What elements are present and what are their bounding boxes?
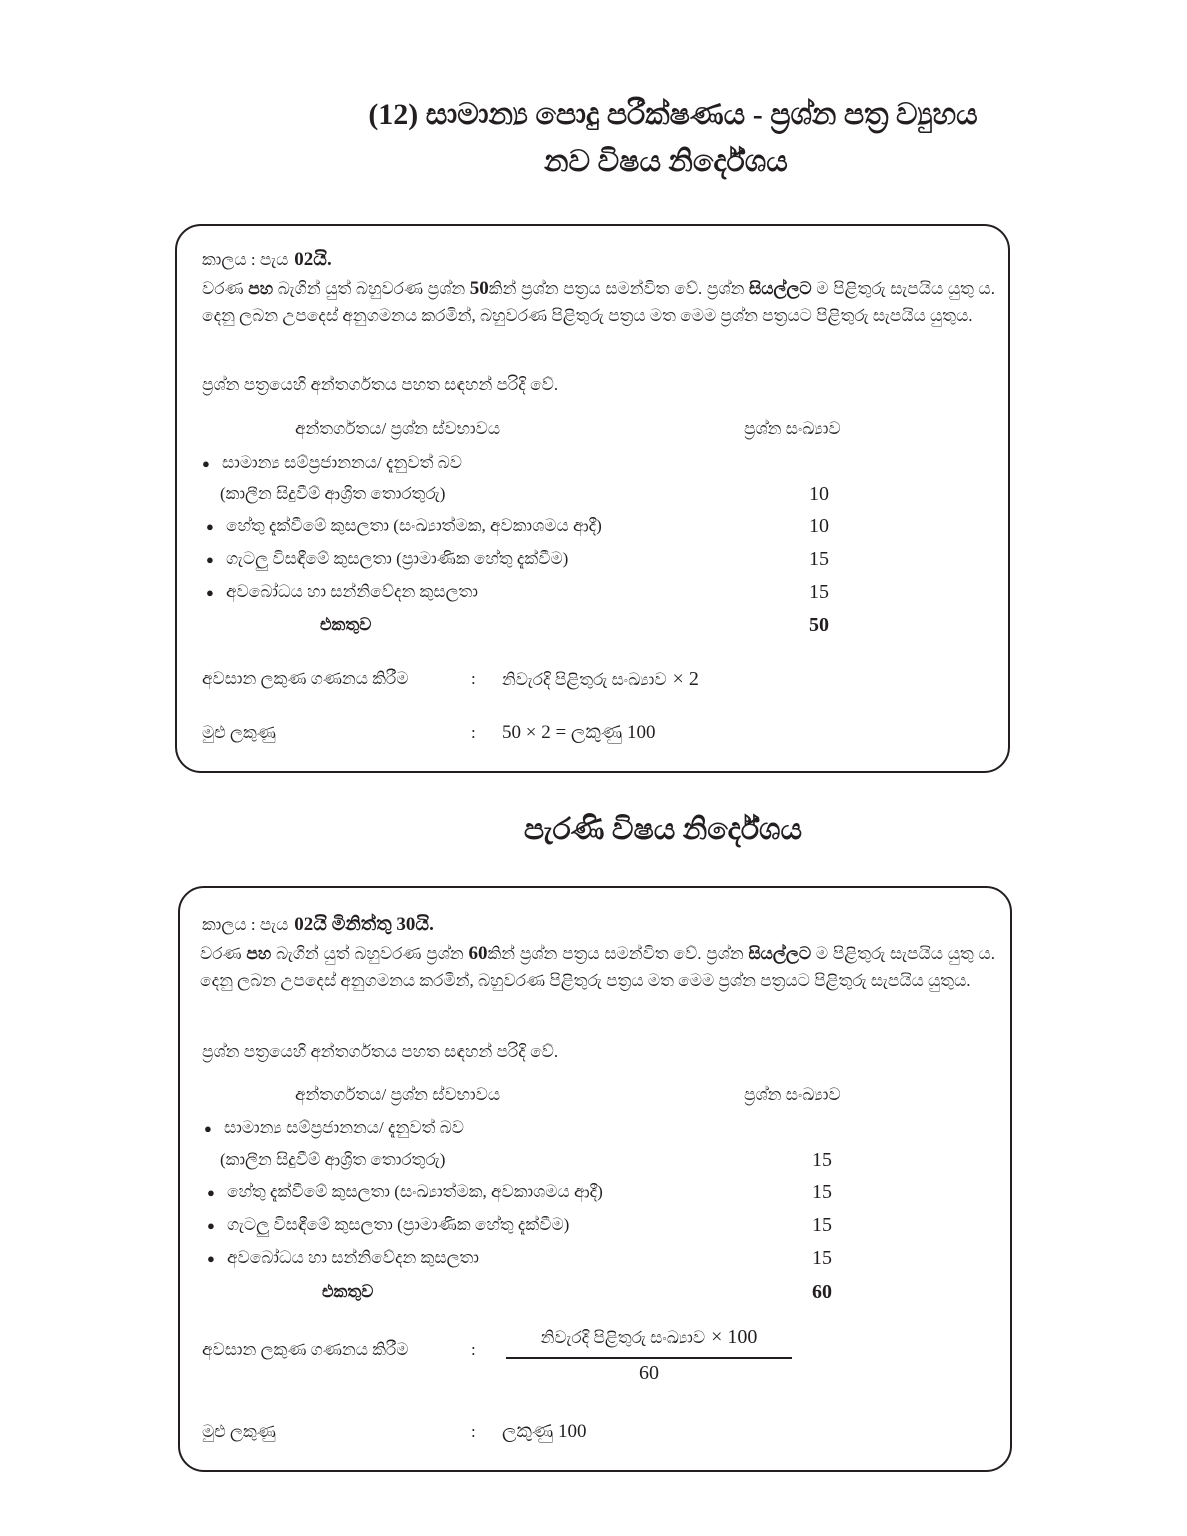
table-row-label: අවබෝධය හා සන්නිවේදන කුසලතා [226, 582, 478, 601]
table-row-count: 15 [812, 1214, 832, 1236]
question-count: 50 [469, 278, 489, 299]
total-marks-separator: : [471, 723, 476, 742]
new-syllabus-box [175, 224, 1010, 773]
column-header-content: අන්තර්ගතය/ ප්‍රශ්න ස්වභාවය [295, 419, 501, 438]
duration-line [202, 912, 434, 938]
old-syllabus-box [178, 886, 1012, 1472]
total-marks-value: ලකුණු 100 [502, 1421, 587, 1442]
instructions-paragraph [202, 275, 995, 329]
all-questions-emphasis: සියල්ලට [749, 279, 812, 298]
old-syllabus-heading: පැරණි විෂය නිර්දේශය [523, 813, 803, 846]
calc-label: අවසාන ලකුණ ගණනය කිරීම [202, 669, 409, 688]
choices-count: පහ [248, 279, 274, 298]
instructions-paragraph [200, 940, 995, 994]
calc-numerator-operator: × 100 [711, 1326, 758, 1348]
instructions-text: බැගින් යුත් බහුවරණ ප්‍රශ්න [273, 279, 470, 298]
bullet-icon [207, 1212, 215, 1239]
calc-formula-operator: × 2 [672, 668, 699, 690]
column-header-count: ප්‍රශ්න සංඛ්‍යාව [744, 419, 841, 438]
table-row-label: සාමාන්‍ය සම්ප්‍රජානනය/ දැනුවත් බව [224, 1118, 465, 1137]
table-row-label: අවබෝධය හා සන්නිවේදන කුසලතා [227, 1248, 479, 1267]
instructions-text: වරණ [200, 944, 247, 963]
bullet-icon [206, 513, 214, 540]
duration-label: කාලය : පැය [202, 250, 289, 269]
column-header-count: ප්‍රශ්න සංඛ්‍යාව [744, 1085, 841, 1104]
all-questions-emphasis: සියල්ලට [748, 944, 812, 963]
instructions-text: බැගින් යුත් බහුවරණ ප්‍රශ්න [271, 944, 469, 963]
table-row-count: 15 [809, 548, 829, 570]
instructions-text: වරණ [202, 279, 249, 298]
duration-line [202, 247, 332, 273]
table-row-label: සාමාන්‍ය සම්ප්‍රජානනය/ දැනුවත් බව [222, 453, 463, 472]
duration-value: 02යි මිනිත්තු 30යි. [294, 914, 434, 935]
total-marks-label: මුළු ලකුණු [202, 1422, 276, 1441]
instructions-text: කින් ප්‍රශ්න පත්‍රය සමන්විත වේ. ප්‍රශ්න [488, 279, 750, 298]
duration-label: කාලය : පැය [202, 915, 289, 934]
table-row-count: 10 [809, 515, 829, 537]
calc-numerator-text: නිවැරදි පිළිතුරු සංඛ්‍යාව [540, 1328, 706, 1347]
calc-separator: : [471, 669, 476, 688]
total-count: 50 [809, 614, 829, 636]
duration-value: 02යි. [294, 249, 332, 270]
total-marks-label: මුළු ලකුණු [202, 723, 276, 742]
calc-label: අවසාන ලකුණ ගණනය කිරීම [202, 1340, 409, 1359]
instructions-text: ම පිළිතුරු සැපයිය යුතු ය. දෙනු ලබන උපදෙස් අනුගමනය කරමින්, බහුවරණ පිළිතුරු පත්‍රය මත මෙම ප්‍රශ්න පත්‍රයට පිළිතුරු සැපයිය යුතුය. [202, 279, 996, 325]
calc-separator: : [471, 1340, 476, 1359]
content-intro: ප්‍රශ්න පත්‍රයෙහි අන්තර්ගතය පහත සඳහන් පරිදි වේ. [202, 375, 559, 394]
question-count: 60 [468, 943, 488, 964]
total-marks-value: 50 × 2 = ලකුණු 100 [502, 722, 656, 743]
new-syllabus-heading: නව විෂය නිර්දේශය [544, 145, 788, 178]
table-row-label: ගැටලු විසඳීමේ කුසලතා (ප්‍රාමාණික හේතු දැක්වීම) [226, 549, 569, 568]
total-marks-separator: : [471, 1422, 476, 1441]
total-label: එකතුව [322, 1282, 374, 1301]
page-title: (12) සාමාන්‍ය පොදු පරීක්ෂණය - ප්‍රශ්න පත්‍ර ව්‍යුහය [368, 98, 978, 131]
table-row-label: හේතු දැක්වීමේ කුසලතා (සංඛ්‍යාත්මක, අවකාශමය ආදී) [227, 1182, 603, 1201]
table-row-sublabel: (කාලීන සිදුවීම් ආශ්‍රිත තොරතුරු) [220, 484, 446, 503]
bullet-icon [206, 546, 214, 573]
total-label: එකතුව [320, 615, 372, 634]
total-count: 60 [812, 1281, 832, 1303]
table-row-count: 15 [809, 581, 829, 603]
bullet-icon [204, 1115, 212, 1142]
calc-fraction-denominator: 60 [639, 1362, 659, 1384]
fraction-bar [506, 1357, 792, 1359]
table-row-sublabel: (කාලීන සිදුවීම් ආශ්‍රිත තොරතුරු) [220, 1150, 446, 1169]
calc-fraction-numerator [506, 1324, 792, 1351]
table-row-label: ගැටලු විසඳීමේ කුසලතා (ප්‍රාමාණික හේතු දැක්වීම) [227, 1215, 570, 1234]
content-intro: ප්‍රශ්න පත්‍රයෙහි අන්තර්ගතය පහත සඳහන් පරිදි වේ. [202, 1042, 559, 1061]
table-row-label: හේතු දැක්වීමේ කුසලතා (සංඛ්‍යාත්මක, අවකාශමය ආදී) [226, 516, 602, 535]
table-row-count: 15 [812, 1149, 832, 1171]
bullet-icon [202, 450, 210, 477]
bullet-icon [207, 1245, 215, 1272]
calc-formula [502, 666, 699, 693]
instructions-text: කින් ප්‍රශ්න පත්‍රය සමන්විත වේ. ප්‍රශ්න [487, 944, 749, 963]
choices-count: පහ [246, 944, 272, 963]
table-row-count: 15 [812, 1247, 832, 1269]
calc-formula-text: නිවැරදි පිළිතුරු සංඛ්‍යාව [502, 670, 667, 689]
table-row-count: 15 [812, 1181, 832, 1203]
bullet-icon [206, 579, 214, 606]
instructions-text: ම පිළිතුරු සැපයිය යුතු ය. දෙනු ලබන උපදෙස් අනුගමනය කරමින්, බහුවරණ පිළිතුරු පත්‍රය මත මෙම ප්‍රශ්න පත්‍රයට පිළිතුරු සැපයිය යුතුය. [200, 944, 995, 990]
bullet-icon [207, 1179, 215, 1206]
column-header-content: අන්තර්ගතය/ ප්‍රශ්න ස්වභාවය [295, 1085, 501, 1104]
table-row-count: 10 [809, 483, 829, 505]
